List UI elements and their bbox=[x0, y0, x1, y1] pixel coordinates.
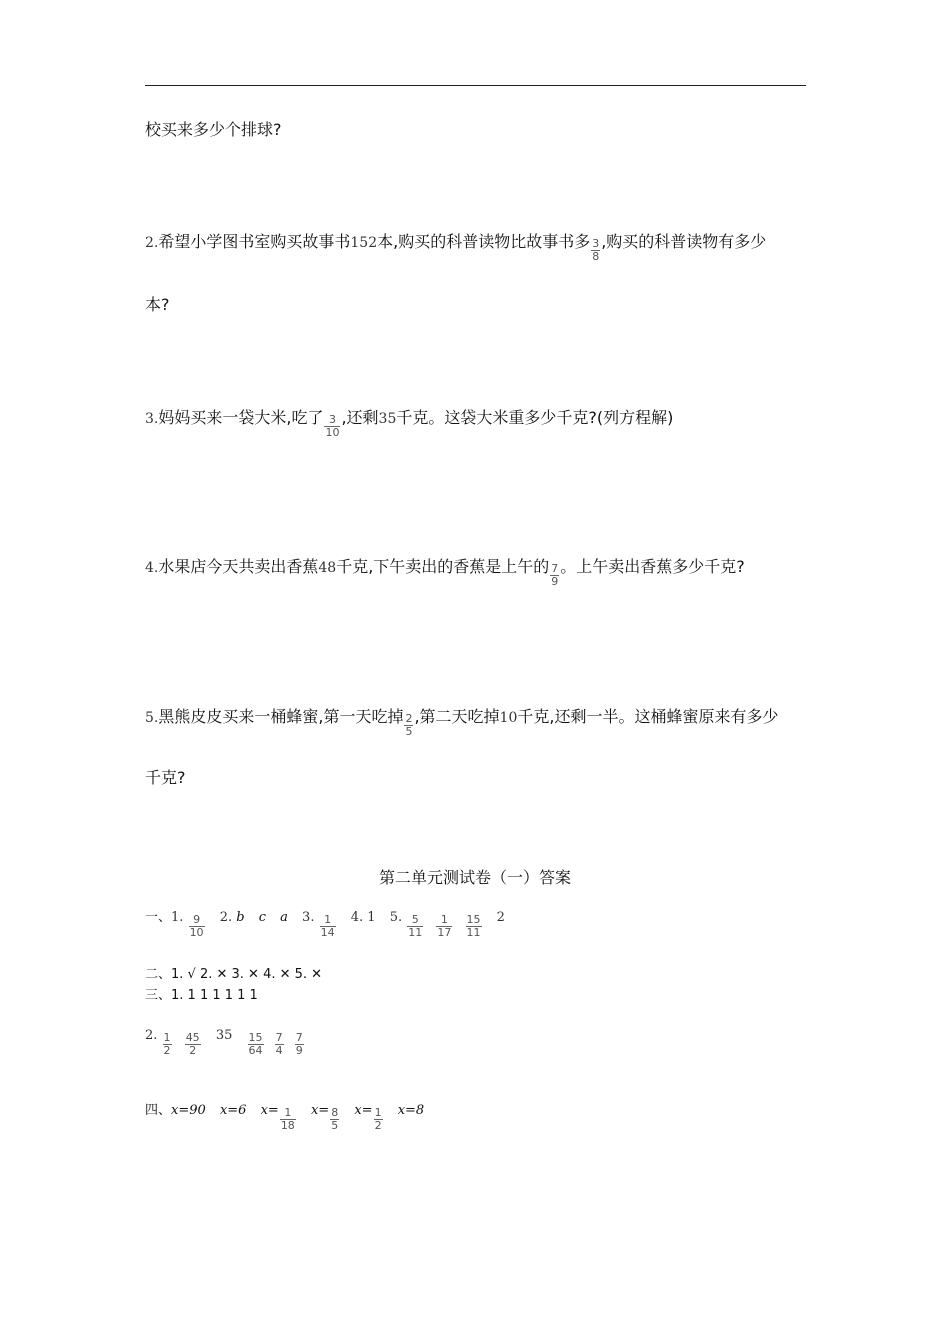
fraction bbox=[324, 414, 340, 439]
question-text: 妈妈买来一袋大米,吃了 bbox=[158, 408, 324, 427]
numerator: 1 bbox=[280, 1107, 296, 1120]
denominator: 14 bbox=[320, 926, 335, 939]
fraction bbox=[591, 238, 600, 263]
fraction bbox=[189, 914, 205, 939]
numerator: 7 bbox=[275, 1031, 283, 1044]
fraction bbox=[407, 914, 423, 939]
item-number: 2. bbox=[219, 910, 233, 925]
answer-value: x= bbox=[260, 1103, 279, 1118]
denominator: 64 bbox=[248, 1044, 263, 1057]
fraction bbox=[330, 1107, 339, 1132]
denominator: 10 bbox=[189, 926, 204, 939]
question-text: 千克。这袋大米重多少千克?(列方程解) bbox=[396, 408, 674, 427]
fraction bbox=[404, 713, 413, 738]
answer-section-3-part-2 bbox=[145, 1023, 305, 1057]
fraction bbox=[550, 563, 559, 588]
denominator: 11 bbox=[466, 926, 481, 939]
answer-section-1 bbox=[145, 905, 505, 939]
fraction bbox=[275, 1032, 284, 1057]
numerator: 1 bbox=[374, 1106, 382, 1119]
number: 10 bbox=[499, 710, 518, 726]
answer-value: c bbox=[258, 910, 266, 925]
denominator: 5 bbox=[331, 1119, 339, 1132]
question-number: 2. bbox=[145, 235, 159, 251]
question-number: 4. bbox=[145, 560, 159, 576]
numerator: 7 bbox=[295, 1031, 303, 1044]
denominator: 18 bbox=[280, 1119, 295, 1132]
question-1-tail: 校买来多少个排球? bbox=[145, 120, 282, 139]
denominator: 10 bbox=[325, 426, 340, 439]
numerator: 8 bbox=[331, 1106, 339, 1119]
question-5 bbox=[145, 705, 779, 738]
numerator: 15 bbox=[466, 913, 481, 926]
answer-value: 35 bbox=[215, 1028, 233, 1043]
item-number: 5. bbox=[389, 910, 403, 925]
number: 35 bbox=[378, 411, 397, 427]
answer-value: x= bbox=[354, 1103, 373, 1118]
answer-value: x=8 bbox=[397, 1103, 425, 1118]
answer-section-3: 三、1. 1 1 1 1 1 1 bbox=[145, 988, 258, 1003]
denominator: 2 bbox=[163, 1044, 171, 1057]
denominator: 11 bbox=[408, 926, 423, 939]
numerator: 15 bbox=[248, 1031, 263, 1044]
numerator: 3 bbox=[592, 237, 600, 250]
answer-section-4 bbox=[145, 1098, 425, 1132]
section-label: 四、 bbox=[145, 1103, 172, 1118]
numerator: 45 bbox=[185, 1031, 200, 1044]
item-number: 1. bbox=[171, 910, 184, 925]
question-number: 5. bbox=[145, 710, 159, 726]
fraction bbox=[248, 1032, 264, 1057]
number: 152 bbox=[350, 235, 378, 251]
number: 48 bbox=[318, 560, 337, 576]
answer-value: x= bbox=[310, 1103, 330, 1118]
question-2-continued: 本? bbox=[145, 295, 170, 314]
answer-value: x=90 bbox=[171, 1103, 206, 1118]
fraction bbox=[163, 1032, 172, 1057]
item-number: 4. 1 bbox=[350, 910, 376, 925]
denominator: 4 bbox=[275, 1044, 283, 1057]
numerator: 3 bbox=[324, 414, 340, 427]
question-text: 千克,下午卖出的香蕉是上午的 bbox=[336, 557, 550, 576]
denominator: 9 bbox=[295, 1044, 303, 1057]
fraction bbox=[295, 1032, 304, 1057]
fraction bbox=[280, 1107, 296, 1132]
answer-title: 第二单元测试卷（一）答案 bbox=[378, 868, 571, 887]
numerator: 1 bbox=[436, 914, 452, 927]
question-text: 本,购买的科普读物比故事书多 bbox=[377, 232, 591, 251]
denominator: 17 bbox=[437, 926, 452, 939]
question-4 bbox=[145, 555, 745, 588]
numerator: 2 bbox=[405, 712, 413, 725]
denominator: 2 bbox=[374, 1119, 382, 1132]
answer-value: b bbox=[236, 910, 245, 925]
header-rule bbox=[145, 85, 806, 86]
answer-section-2: 二、1. √ 2. ✕ 3. ✕ 4. ✕ 5. ✕ bbox=[145, 967, 323, 982]
fraction bbox=[320, 914, 336, 939]
numerator: 9 bbox=[189, 914, 205, 927]
denominator: 5 bbox=[405, 725, 413, 738]
fraction bbox=[374, 1107, 383, 1132]
numerator: 5 bbox=[407, 914, 423, 927]
question-3 bbox=[145, 406, 674, 439]
numerator: 7 bbox=[551, 562, 559, 575]
fraction bbox=[185, 1032, 201, 1057]
item-number: 2. bbox=[145, 1028, 158, 1043]
question-2 bbox=[145, 230, 767, 263]
question-text: 水果店今天共卖出香蕉 bbox=[158, 557, 319, 576]
question-number: 3. bbox=[145, 411, 159, 427]
question-text: 千克,还剩一半。这桶蜂蜜原来有多少 bbox=[517, 707, 779, 726]
denominator: 9 bbox=[551, 575, 559, 588]
question-text: ,购买的科普读物有多少 bbox=[601, 232, 767, 251]
answer-value: 2 bbox=[496, 910, 505, 925]
denominator: 2 bbox=[189, 1044, 197, 1057]
question-text: 希望小学图书室购买故事书 bbox=[158, 232, 351, 251]
question-5-continued: 千克? bbox=[145, 768, 186, 787]
section-label: 一、 bbox=[145, 910, 172, 925]
denominator: 8 bbox=[592, 250, 600, 263]
question-text: ,第二天吃掉 bbox=[414, 707, 500, 726]
question-text: 。上午卖出香蕉多少千克? bbox=[560, 557, 745, 576]
numerator: 1 bbox=[320, 914, 336, 927]
answer-value: x=6 bbox=[219, 1103, 247, 1118]
question-text: 黑熊皮皮买来一桶蜂蜜,第一天吃掉 bbox=[158, 707, 404, 726]
answer-value: a bbox=[280, 910, 288, 925]
fraction bbox=[466, 914, 482, 939]
item-number: 3. bbox=[302, 910, 315, 925]
fraction bbox=[436, 914, 452, 939]
numerator: 1 bbox=[163, 1031, 171, 1044]
question-text: ,还剩 bbox=[341, 408, 379, 427]
